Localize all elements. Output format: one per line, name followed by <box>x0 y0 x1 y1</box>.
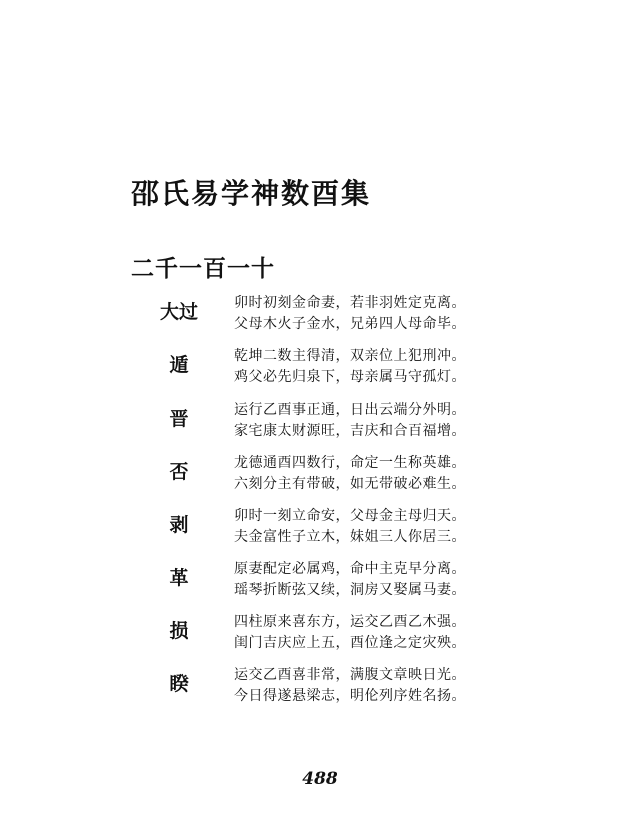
verse-line-2: 闺门吉庆应上五，酉位逢之定灾殃。 <box>234 635 466 651</box>
verse-line-2: 家宅康太财源旺，吉庆和合百福增。 <box>234 423 466 439</box>
verse-line-1: 原妻配定必属鸡，命中主克早分离。 <box>234 561 466 577</box>
verse-line-1: 乾坤二数主得清，双亲位上犯刑冲。 <box>234 348 466 364</box>
verse-line-1: 四柱原来喜东方，运交乙酉乙木强。 <box>234 614 466 630</box>
entry-kui <box>0 665 640 715</box>
entry-bo <box>0 506 640 556</box>
verse-line-1: 运交乙酉喜非常，满腹文章映日光。 <box>234 667 466 683</box>
entry-sun <box>0 612 640 662</box>
verse-line-2: 六刻分主有带破，如无带破必难生。 <box>234 476 466 492</box>
hexagram-name: 睽 <box>169 673 189 695</box>
verse-line-1: 卯时初刻金命妻，若非羽姓定克离。 <box>234 295 466 311</box>
verse-line-1: 运行乙酉事正通，日出云端分外明。 <box>234 402 466 418</box>
entry-dun <box>0 346 640 396</box>
hexagram-name: 遁 <box>169 354 189 376</box>
verse-line-2: 鸡父必先归泉下，母亲属马守孤灯。 <box>234 369 466 385</box>
verse-line-2: 今日得遂悬梁志，明伦列序姓名扬。 <box>234 688 466 704</box>
hexagram-name: 革 <box>169 567 189 589</box>
section-number: 二千一百一十 <box>131 255 275 282</box>
entry-ge <box>0 559 640 609</box>
book-title: 邵氏易学神数酉集 <box>131 177 372 210</box>
verse-line-2: 父母木火子金水，兄弟四人母命毕。 <box>234 316 466 332</box>
verse-line-1: 卯时一刻立命安，父母金主母归天。 <box>234 508 466 524</box>
hexagram-name: 损 <box>169 620 189 642</box>
verse-line-2: 夫金富性子立木，妹姐三人你居三。 <box>234 529 466 545</box>
entry-daguo <box>0 293 640 343</box>
entry-pi <box>0 453 640 503</box>
page-number: 488 <box>302 769 338 789</box>
hexagram-name: 否 <box>169 461 189 483</box>
hexagram-name: 大过 <box>159 301 198 323</box>
verse-line-2: 瑶琴折断弦又续，洞房又娶属马妻。 <box>234 582 466 598</box>
entry-jin <box>0 400 640 450</box>
hexagram-name: 剥 <box>169 514 189 536</box>
hexagram-name: 晋 <box>169 408 189 430</box>
verse-line-1: 龙德通酉四数行，命定一生称英雄。 <box>234 455 466 471</box>
